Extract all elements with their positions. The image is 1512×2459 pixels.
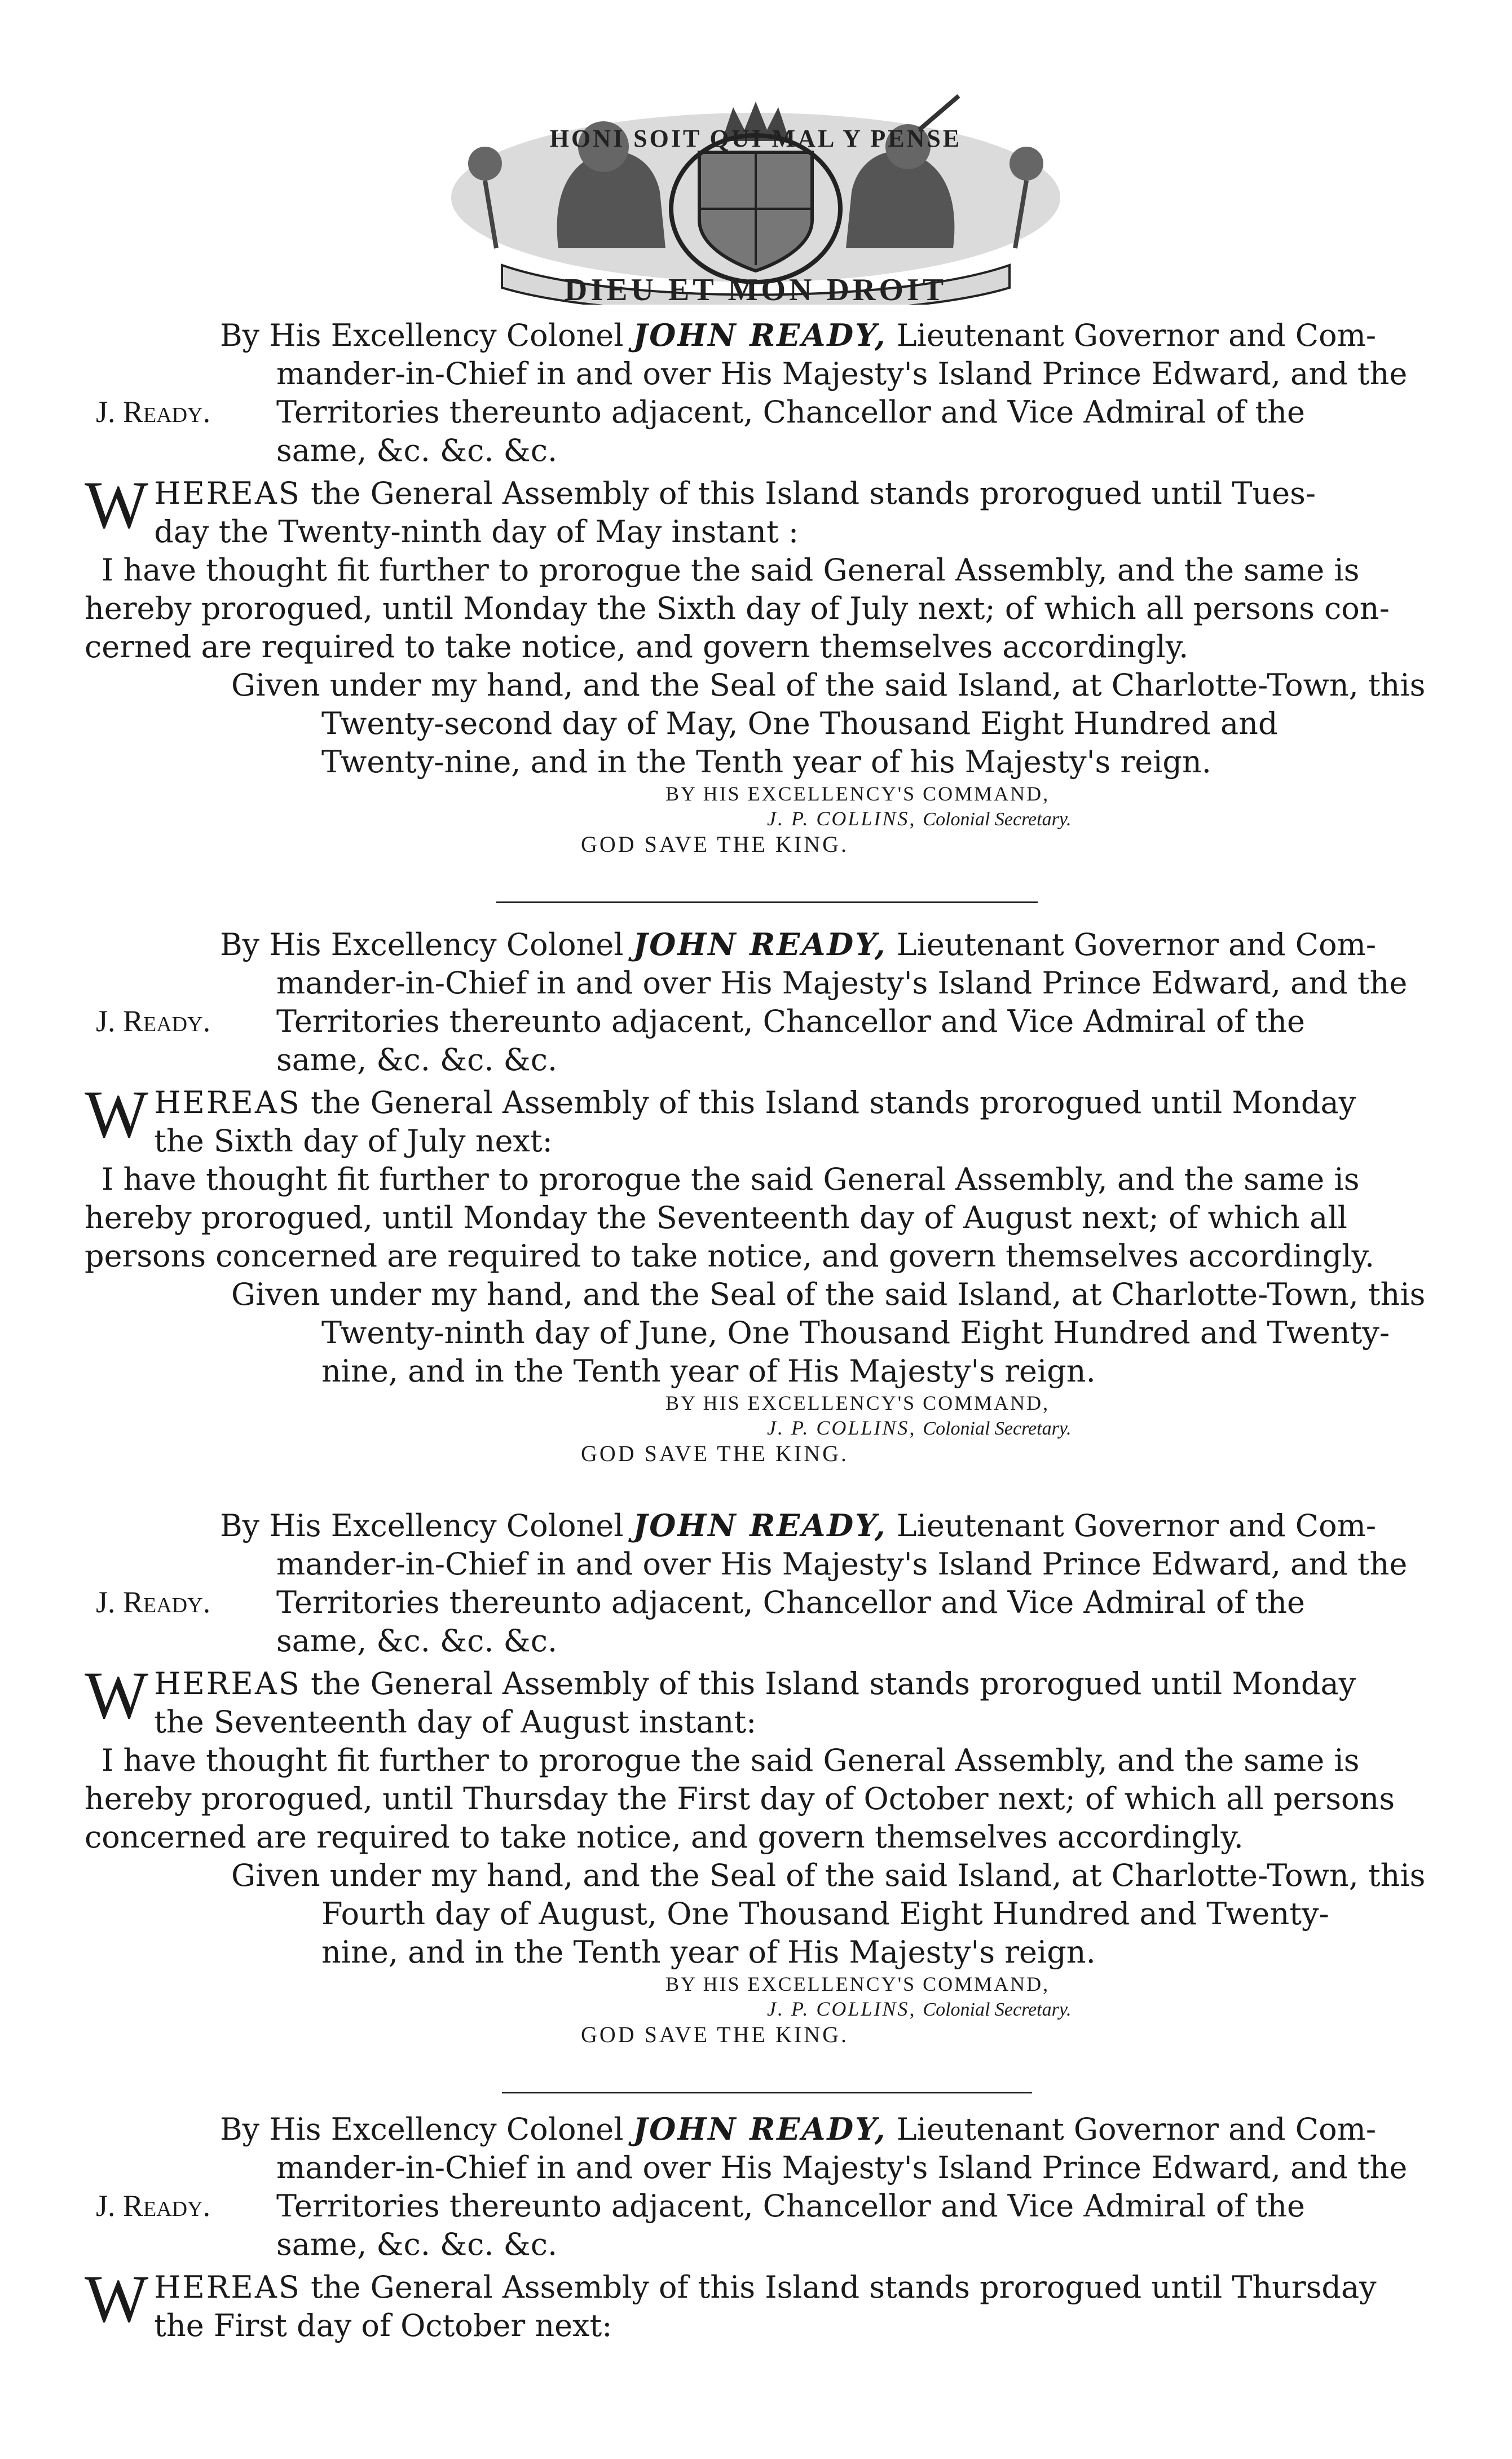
secretary-title: Colonial Secretary. bbox=[923, 809, 1072, 830]
given-clause: Given under my hand, and the Seal of the said Island, at Charlotte-Town, this bbox=[231, 1277, 1426, 1312]
god-save-the-king: GOD SAVE THE KING. bbox=[581, 1441, 849, 1466]
separator-rule bbox=[496, 901, 1038, 903]
governor-name: JOHN READY, bbox=[633, 1507, 887, 1543]
proclamation-1 bbox=[85, 316, 1438, 857]
proclamation-heading: By His Excellency Colonel JOHN READY, Lieutenant Governor and Com- mander-in-Chief in and over His Majesty's Island Prince Edward, and the Territories thereunto adjacent, Chancellor and Vice Admiral of the same, &c. &c. &c. J. Ready. bbox=[96, 2111, 1408, 2262]
governor-name: JOHN READY, bbox=[633, 2111, 887, 2147]
proclamation-heading: By His Excellency Colonel JOHN READY, Lieutenant Governor and Com- mander-in-Chief in and over His Majesty's Island Prince Edward, and the Territories thereunto adjacent, Chancellor and Vice Admiral of the same, &c. &c. &c. J. Ready. bbox=[96, 317, 1408, 468]
secretary-name: J. P. COLLINS, bbox=[767, 1417, 916, 1439]
royal-motto: DIEU ET MON DROIT bbox=[564, 272, 947, 305]
proclamation-body: W HEREAS the General Assembly of this Island stands prorogued until Thursday the First day of October next: bbox=[85, 2261, 1377, 2343]
proclamation-3 bbox=[85, 1506, 1438, 2047]
proclamation-4 bbox=[85, 2110, 1438, 2345]
signature: J. Ready. bbox=[96, 395, 211, 429]
signature: J. Ready. bbox=[96, 1004, 211, 1038]
command-block: BY HIS EXCELLENCY'S COMMAND, J. P. COLLINS, Colonial Secretary. GOD SAVE THE KING. bbox=[85, 1391, 1438, 1466]
given-clause: Given under my hand, and the Seal of the said Island, at Charlotte-Town, this bbox=[231, 1858, 1426, 1893]
god-save-the-king: GOD SAVE THE KING. bbox=[581, 832, 849, 857]
proclamation-heading: By His Excellency Colonel JOHN READY, Lieutenant Governor and Com- mander-in-Chief in and over His Majesty's Island Prince Edward, and the Territories thereunto adjacent, Chancellor and Vice Admiral of the same, &c. &c. &c. J. Ready. bbox=[96, 926, 1408, 1077]
proclamation-2 bbox=[85, 925, 1438, 1466]
drop-cap: W bbox=[85, 1657, 149, 1732]
proclamation-body: W HEREAS the General Assembly of this Island stands prorogued until Tues- day the Twenty-ninth day of May instant : I have thought fit further to prorogue the said General Assembly, and the same is hereby prorogued, until Monday the Sixth day of July next; of which all persons con- cerned are required to take notice, and govern themselves accordingly. Given under my hand, and the Seal of the said Island, at Charlotte-Town, this Twenty-second day of May, One Thousand Eight Hundred and Twenty-nine, and in the Tenth year of his Majesty's reign. bbox=[85, 474, 1438, 781]
governor-name: JOHN READY, bbox=[633, 926, 887, 962]
proclamation-body: W HEREAS the General Assembly of this Island stands prorogued until Monday the Seventeenth day of August instant: I have thought fit further to prorogue the said General Assembly, and the same is hereby prorogued, until Thursday the First day of October next; of which all persons concerned are required to take notice, and govern themselves accordingly. Given under my hand, and the Seal of the said Island, at Charlotte-Town, this Fourth day of August, One Thousand Eight Hundred and Twenty- nine, and in the Tenth year of His Majesty's reign. bbox=[85, 1665, 1438, 1972]
separator-rule bbox=[502, 2092, 1032, 2093]
drop-cap: W bbox=[85, 2261, 149, 2336]
command-block: BY HIS EXCELLENCY'S COMMAND, J. P. COLLINS, Colonial Secretary. GOD SAVE THE KING. bbox=[85, 781, 1438, 857]
proclamation-body: W HEREAS the General Assembly of this Island stands prorogued until Monday the Sixth day of July next: I have thought fit further to prorogue the said General Assembly, and the same is hereby prorogued, until Monday the Seventeenth day of August next; of which all persons concerned are required to take notice, and govern themselves accordingly. Given under my hand, and the Seal of the said Island, at Charlotte-Town, this Twenty-ninth day of June, One Thousand Eight Hundred and Twenty- nine, and in the Tenth year of His Majesty's reign. bbox=[85, 1084, 1438, 1391]
god-save-the-king: GOD SAVE THE KING. bbox=[581, 2022, 849, 2047]
secretary-title: Colonial Secretary. bbox=[923, 1418, 1072, 1439]
proclamation-heading: By His Excellency Colonel JOHN READY, Lieutenant Governor and Com- mander-in-Chief in and over His Majesty's Island Prince Edward, and the Territories thereunto adjacent, Chancellor and Vice Admiral of the same, &c. &c. &c. J. Ready. bbox=[96, 1507, 1408, 1659]
given-clause: Given under my hand, and the Seal of the said Island, at Charlotte-Town, this bbox=[231, 667, 1426, 703]
command-block: BY HIS EXCELLENCY'S COMMAND, J. P. COLLINS, Colonial Secretary. GOD SAVE THE KING. bbox=[85, 1972, 1438, 2047]
secretary-name: J. P. COLLINS, bbox=[767, 807, 916, 830]
royal-coat-of-arms-icon bbox=[417, 79, 1094, 305]
signature: J. Ready. bbox=[96, 2189, 211, 2223]
secretary-title: Colonial Secretary. bbox=[923, 1999, 1072, 2020]
governor-name: JOHN READY, bbox=[633, 317, 887, 353]
drop-cap: W bbox=[85, 467, 149, 542]
drop-cap: W bbox=[85, 1076, 149, 1151]
garter-motto: HONI SOIT QUI MAL Y PENSE bbox=[549, 125, 962, 152]
secretary-name: J. P. COLLINS, bbox=[767, 1998, 916, 2020]
signature: J. Ready. bbox=[96, 1585, 211, 1619]
